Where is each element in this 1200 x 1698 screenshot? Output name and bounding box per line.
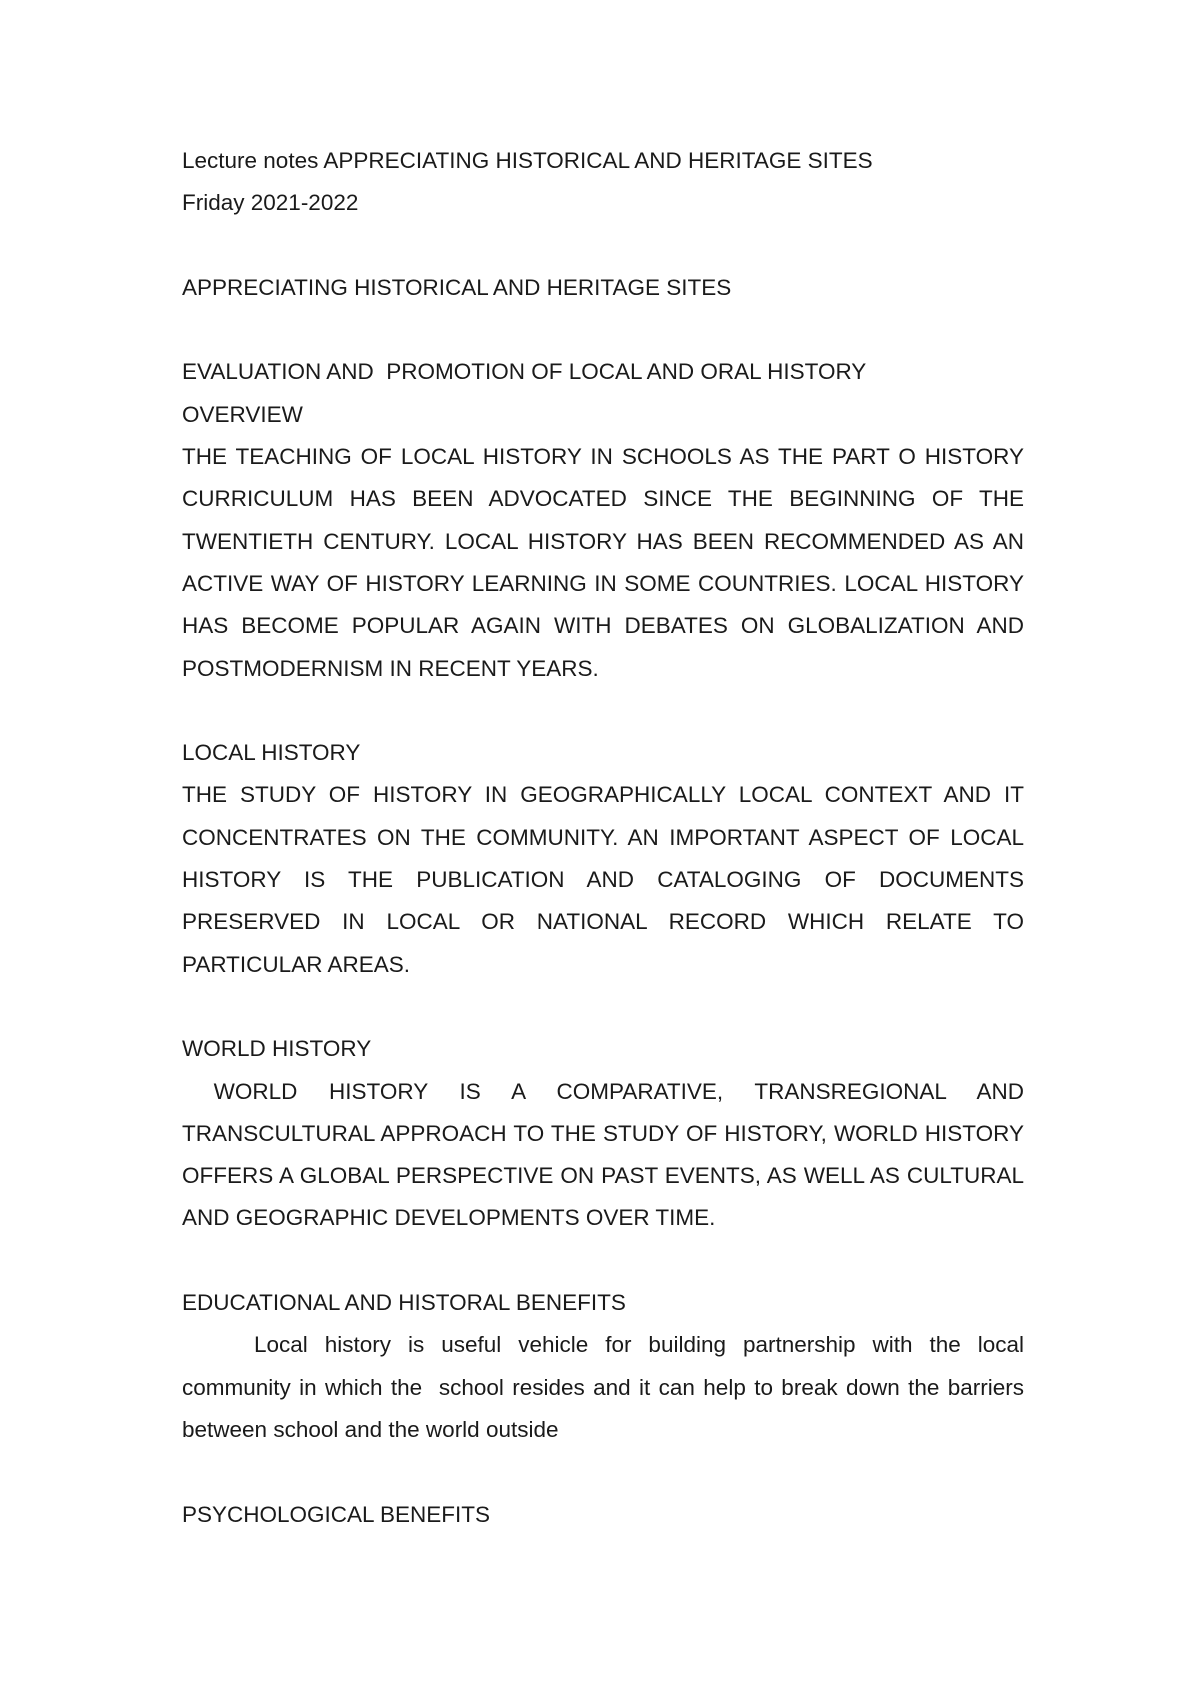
- world-history-heading: WORLD HISTORY: [182, 1036, 372, 1062]
- spacer: [182, 986, 1024, 1028]
- overview-paragraph: THE TEACHING OF LOCAL HISTORY IN SCHOOLS AS THE PART O HISTORY CURRICULUM HAS BEEN ADVOCATED SINCE THE BEGINNING OF THE TWENTIETH CENTURY. LOCAL HISTORY HAS BEEN RECOMMENDED AS AN ACTIVE WAY OF HISTORY LEARNING IN SOME COUNTRIES. LOCAL HISTORY HAS BECOME POPULAR AGAIN WITH DEBATES ON GLOBALIZATION AND POSTMODERNISM IN RECENT YEARS.: [182, 444, 1024, 681]
- main-title: APPRECIATING HISTORICAL AND HERITAGE SITES: [182, 274, 732, 300]
- header-title: Lecture notes APPRECIATING HISTORICAL AND HERITAGE SITES: [182, 148, 873, 173]
- spacer: [182, 309, 1024, 351]
- educational-benefits-heading: EDUCATIONAL AND HISTORAL BENEFITS: [182, 1290, 626, 1316]
- spacer: [182, 1240, 1024, 1282]
- educational-benefits-paragraph: Local history is useful vehicle for building partnership with the local community in which the school resides and it can help to break down the barriers between school and the world outside: [182, 1332, 1031, 1442]
- psychological-benefits-heading: PSYCHOLOGICAL BENEFITS: [182, 1501, 490, 1527]
- spacer: [182, 690, 1024, 732]
- world-history-paragraph: WORLD HISTORY IS A COMPARATIVE, TRANSREGIONAL AND TRANSCULTURAL APPROACH TO THE STUDY OF HISTORY, WORLD HISTORY OFFERS A GLOBAL PERSPECTIVE ON PAST EVENTS, AS WELL AS CULTURAL AND GEOGRAPHIC DEVELOPMENTS OVER TIME.: [182, 1078, 1031, 1231]
- spacer: [182, 1451, 1024, 1493]
- local-history-heading: LOCAL HISTORY: [182, 740, 361, 766]
- header-date: Friday 2021-2022: [182, 190, 359, 216]
- spacer: [182, 225, 1024, 267]
- document-content: [182, 140, 1031, 1536]
- local-history-paragraph: THE STUDY OF HISTORY IN GEOGRAPHICALLY LOCAL CONTEXT AND IT CONCENTRATES ON THE COMMUNITY. AN IMPORTANT ASPECT OF LOCAL HISTORY IS THE PUBLICATION AND CATALOGING OF DOCUMENTS PRESERVED IN LOCAL OR NATIONAL RECORD WHICH RELATE TO PARTICULAR AREAS.: [182, 782, 1024, 977]
- evaluation-heading: EVALUATION AND PROMOTION OF LOCAL AND ORAL HISTORY: [182, 359, 867, 385]
- overview-subheading: OVERVIEW: [182, 401, 303, 427]
